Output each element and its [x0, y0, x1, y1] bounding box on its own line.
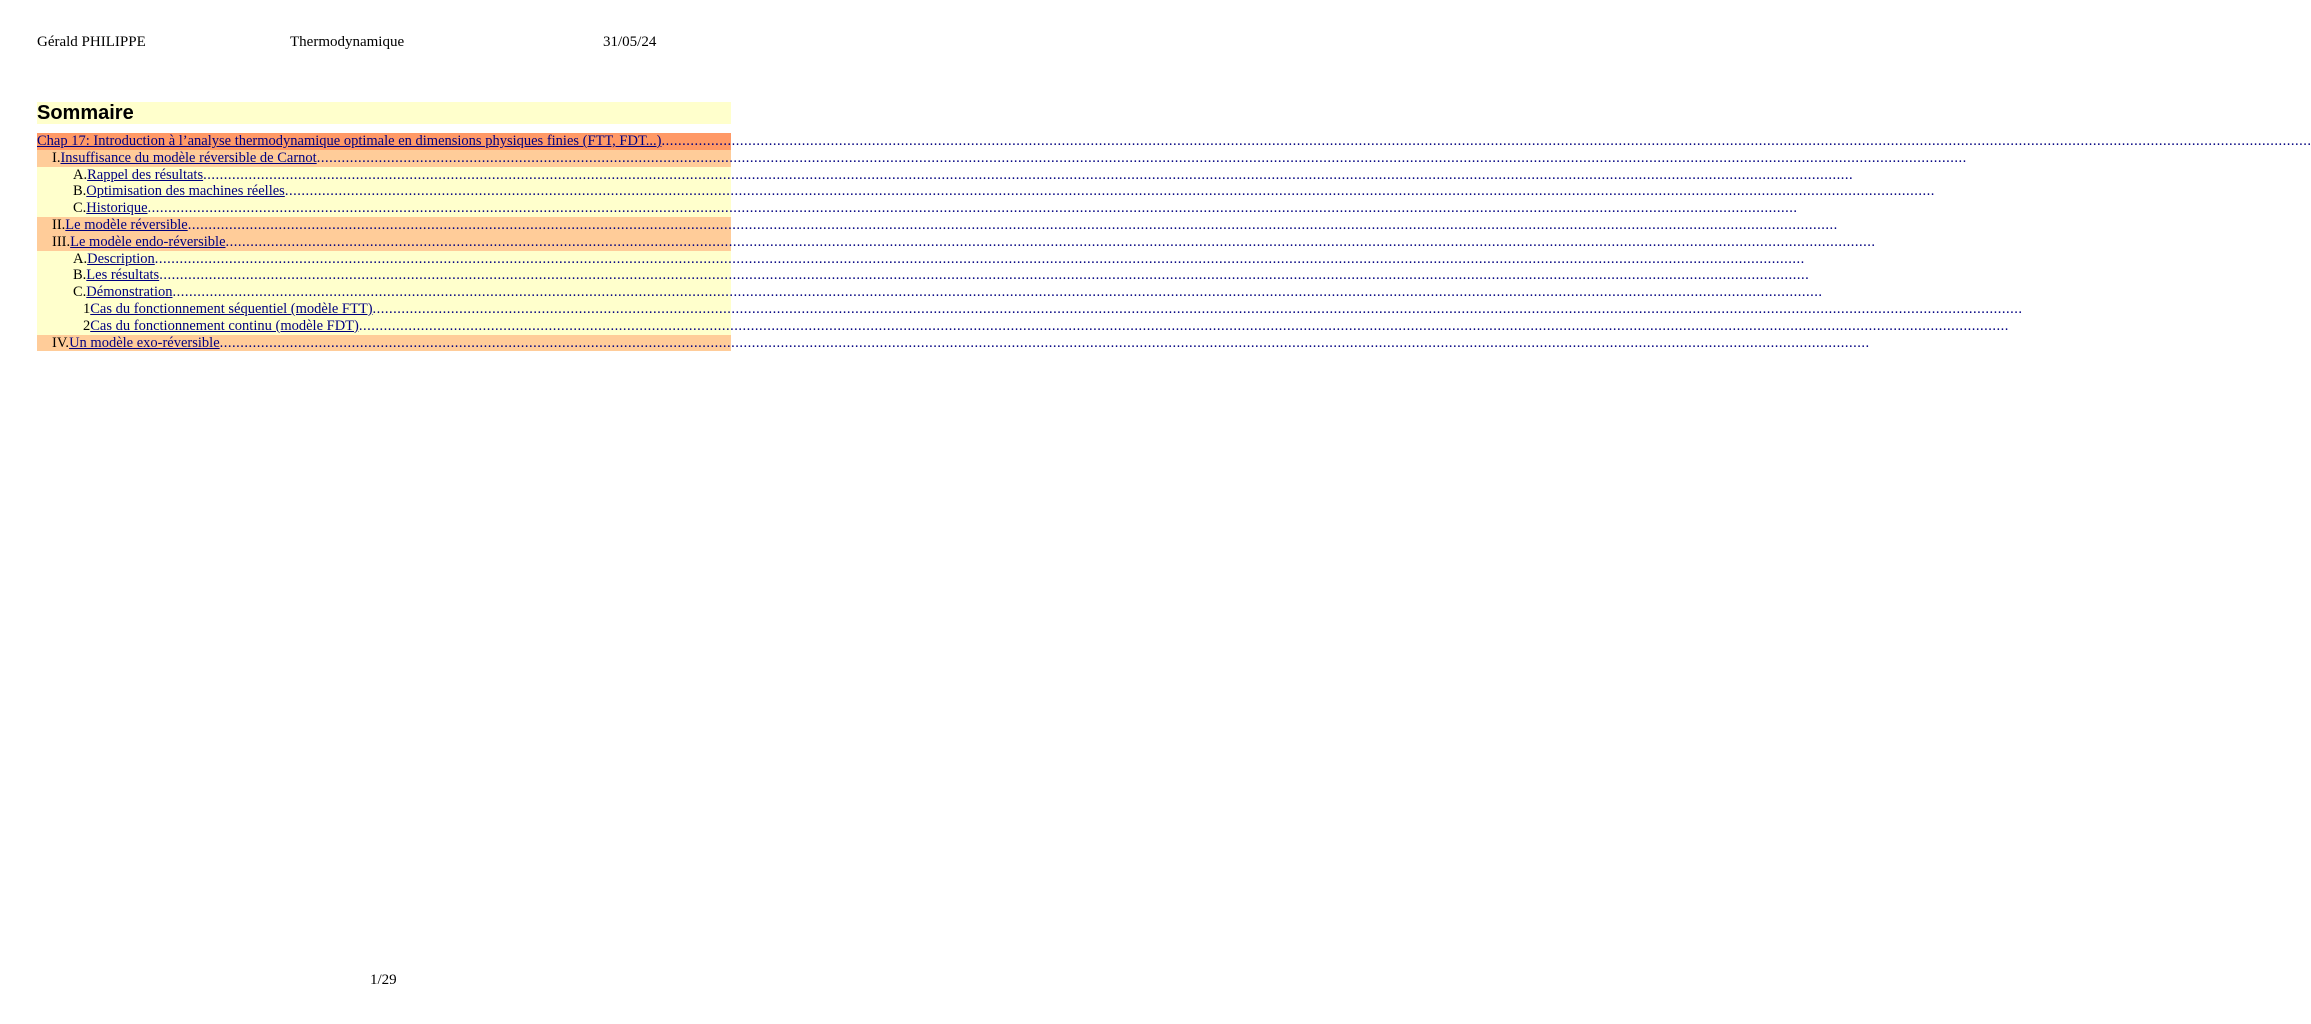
toc-entry-number: IV. — [52, 334, 70, 351]
toc-entry[interactable] — [37, 200, 1798, 217]
toc-entry-number: B. — [73, 267, 87, 284]
toc-dot-leader: ................................................................................................................................................................................................................................................................................................................................................................................................................ — [358, 317, 2009, 334]
toc-entry-link[interactable]: Optimisation des machines réelles — [86, 183, 285, 200]
toc-entry-number: C. — [73, 284, 87, 301]
toc-dot-leader: ................................................................................................................................................................................................................................................................................................................................................................................................................ — [147, 200, 1798, 217]
toc-entry[interactable] — [37, 250, 1805, 268]
page-number: 1/29 — [370, 972, 397, 988]
toc-title-bar — [37, 102, 731, 124]
toc-entry-number: 2 — [83, 317, 91, 334]
toc-entry-number: I. — [52, 149, 61, 166]
toc-entry-link[interactable]: Historique — [86, 200, 148, 217]
toc-entry-link[interactable]: Démonstration — [86, 284, 173, 301]
toc-entry[interactable] — [37, 183, 1935, 200]
toc-dot-leader: ................................................................................................................................................................................................................................................................................................................................................................................................................ — [225, 233, 1876, 250]
toc-entry-link[interactable]: Chap 17: Introduction à l’analyse thermodynamique optimale en dimensions physiques finies (FTT, FDT...) — [37, 133, 662, 149]
toc-entry-link[interactable]: Cas du fonctionnement séquentiel (modèle FTT) — [90, 300, 373, 317]
toc-dot-leader: ................................................................................................................................................................................................................................................................................................................................................................................................................ — [187, 216, 1838, 233]
toc-entry-link[interactable]: Le modèle endo-réversible — [70, 233, 226, 250]
toc-entry-number: B. — [73, 183, 87, 200]
toc-entry-link[interactable]: Les résultats — [86, 267, 160, 284]
header-author: Gérald PHILIPPE — [37, 34, 146, 50]
toc-entry-link[interactable]: Rappel des résultats — [87, 166, 204, 183]
toc-title: Sommaire — [37, 102, 134, 124]
toc-entry-number: 1 — [83, 300, 91, 317]
toc-dot-leader: ................................................................................................................................................................................................................................................................................................................................................................................................................ — [661, 133, 2311, 149]
toc-entry[interactable] — [37, 317, 2009, 335]
toc-dot-leader: ................................................................................................................................................................................................................................................................................................................................................................................................................ — [284, 183, 1935, 200]
toc-dot-leader: ................................................................................................................................................................................................................................................................................................................................................................................................................ — [172, 284, 1823, 301]
toc-entry-link[interactable]: Insuffisance du modèle réversible de Carnot — [60, 149, 317, 166]
toc-entry[interactable] — [37, 133, 2311, 150]
toc-entry-link[interactable]: Description — [87, 250, 155, 267]
toc-entry-number: A. — [73, 250, 88, 267]
toc-entry-number: III. — [52, 233, 71, 250]
toc-entry-link[interactable]: Cas du fonctionnement continu (modèle FDT) — [90, 317, 359, 334]
toc-entry-number: A. — [73, 166, 88, 183]
toc-entry-number: C. — [73, 200, 87, 217]
toc-dot-leader: ................................................................................................................................................................................................................................................................................................................................................................................................................ — [154, 250, 1805, 267]
toc-entry-link[interactable]: Un modèle exo-réversible — [69, 334, 220, 351]
toc-entry[interactable] — [37, 233, 1876, 251]
toc-entry[interactable] — [37, 334, 1870, 352]
toc-entry[interactable] — [37, 300, 2023, 318]
header-subject: Thermodynamique — [290, 34, 405, 50]
header-date: 31/05/24 — [603, 34, 657, 50]
toc-entry[interactable] — [37, 166, 1854, 184]
toc-entry[interactable] — [37, 267, 1810, 284]
toc-entry-link[interactable]: Le modèle réversible — [65, 216, 188, 233]
toc-dot-leader: ................................................................................................................................................................................................................................................................................................................................................................................................................ — [203, 166, 1854, 183]
toc-dot-leader: ................................................................................................................................................................................................................................................................................................................................................................................................................ — [372, 300, 2023, 317]
toc-entry[interactable] — [37, 284, 1823, 301]
toc-dot-leader: ................................................................................................................................................................................................................................................................................................................................................................................................................ — [316, 149, 1967, 166]
toc-entry-number: II. — [52, 216, 66, 233]
toc-entry[interactable] — [37, 149, 1967, 167]
toc-dot-leader: ................................................................................................................................................................................................................................................................................................................................................................................................................ — [219, 334, 1870, 351]
toc-dot-leader: ................................................................................................................................................................................................................................................................................................................................................................................................................ — [159, 267, 1810, 284]
toc-entry[interactable] — [37, 216, 1838, 234]
table-of-contents — [37, 133, 2311, 351]
